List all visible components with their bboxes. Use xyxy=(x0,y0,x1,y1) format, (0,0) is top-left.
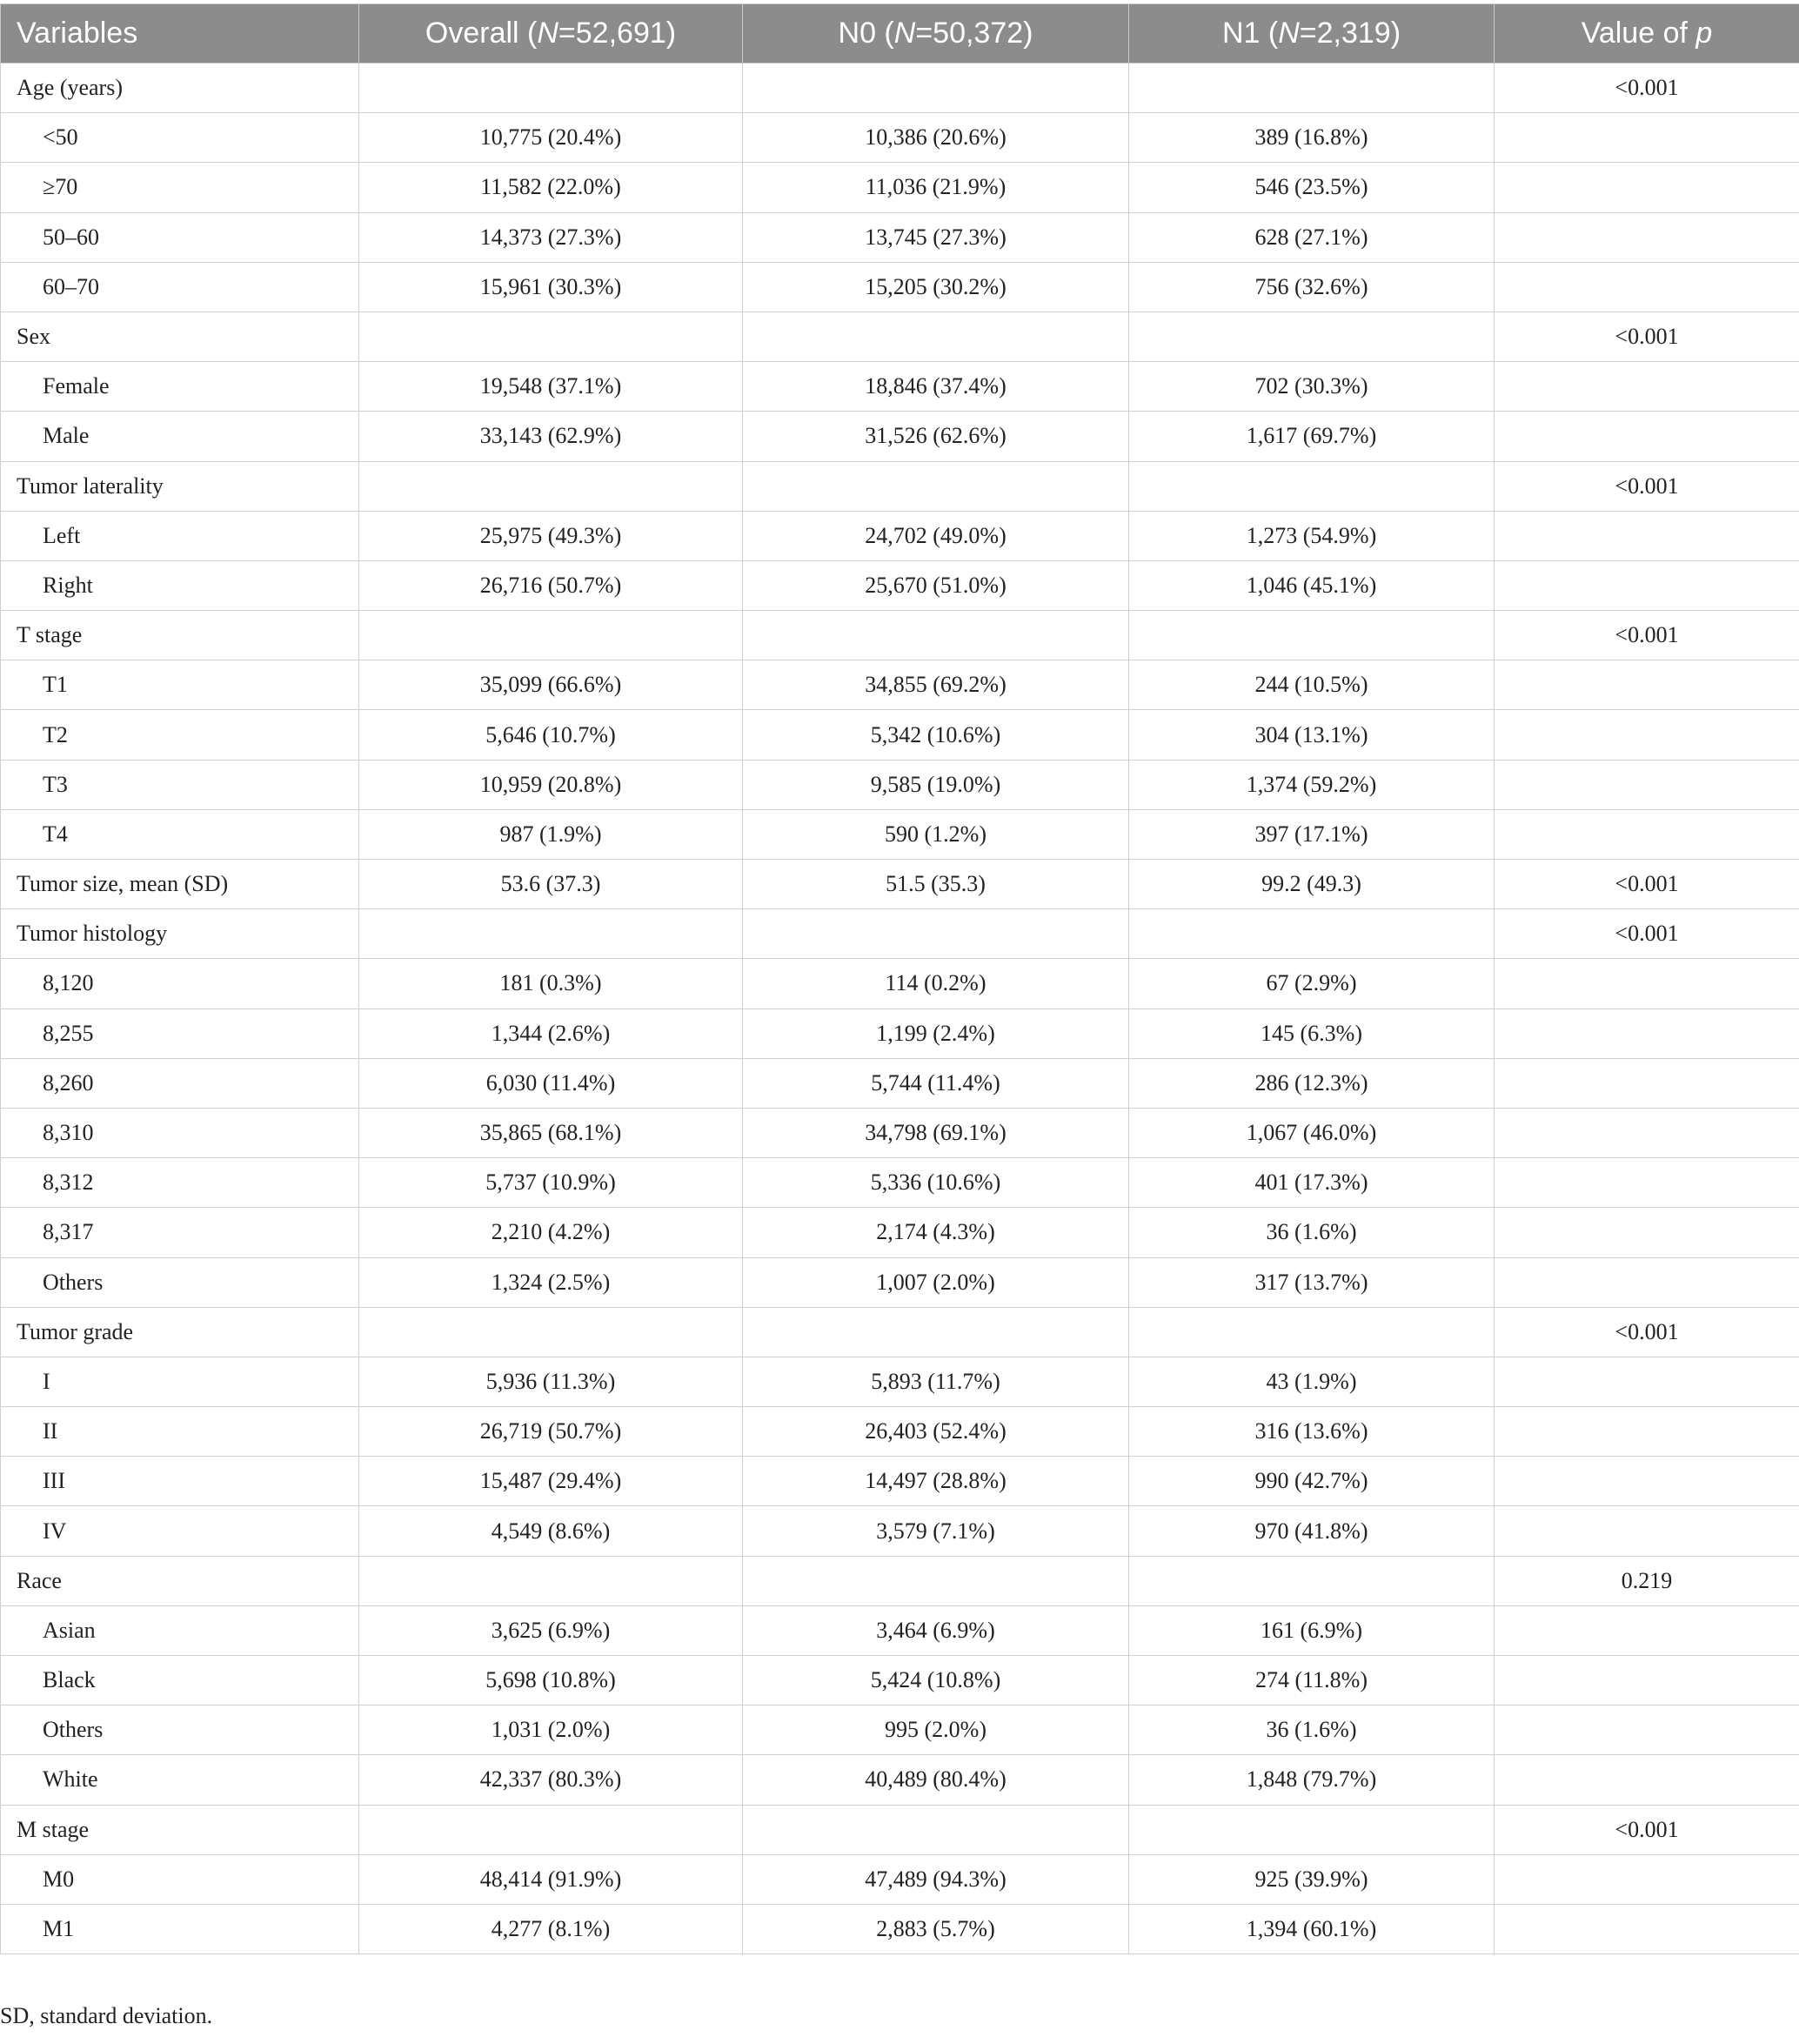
p-value-cell xyxy=(1495,809,1799,859)
header-p-value-pre: Value of xyxy=(1581,17,1696,50)
variable-cell: T stage xyxy=(1,611,359,660)
overall-cell: 987 (1.9%) xyxy=(359,809,743,859)
table-row xyxy=(1,511,1799,560)
table-footnote: SD, standard deviation. xyxy=(0,2003,213,2028)
n0-cell: 18,846 (37.4%) xyxy=(743,362,1129,412)
overall-cell xyxy=(359,611,743,660)
overall-cell: 1,344 (2.6%) xyxy=(359,1009,743,1058)
n1-cell xyxy=(1129,909,1495,959)
n1-cell: 702 (30.3%) xyxy=(1129,362,1495,412)
overall-cell: 5,936 (11.3%) xyxy=(359,1357,743,1406)
p-value-cell xyxy=(1495,710,1799,760)
n1-cell: 1,374 (59.2%) xyxy=(1129,760,1495,809)
n0-cell: 590 (1.2%) xyxy=(743,809,1129,859)
table-row xyxy=(1,362,1799,412)
n1-cell: 397 (17.1%) xyxy=(1129,809,1495,859)
n1-cell xyxy=(1129,1556,1495,1605)
variable-cell: Sex xyxy=(1,312,359,361)
n1-cell: 389 (16.8%) xyxy=(1129,113,1495,163)
n0-cell: 1,199 (2.4%) xyxy=(743,1009,1129,1058)
table-row xyxy=(1,1755,1799,1805)
variable-cell: Tumor grade xyxy=(1,1307,359,1357)
p-value-cell xyxy=(1495,362,1799,412)
p-value-cell xyxy=(1495,1656,1799,1706)
n1-cell: 756 (32.6%) xyxy=(1129,262,1495,312)
p-value-cell xyxy=(1495,113,1799,163)
n0-cell xyxy=(743,461,1129,511)
p-value-cell xyxy=(1495,212,1799,262)
n0-cell: 3,579 (7.1%) xyxy=(743,1506,1129,1556)
overall-cell: 1,031 (2.0%) xyxy=(359,1706,743,1755)
n1-cell xyxy=(1129,611,1495,660)
variable-cell: White xyxy=(1,1755,359,1805)
overall-cell xyxy=(359,1307,743,1357)
table-row xyxy=(1,860,1799,909)
p-value-cell xyxy=(1495,412,1799,461)
n1-cell: 1,067 (46.0%) xyxy=(1129,1108,1495,1157)
n1-cell: 286 (12.3%) xyxy=(1129,1058,1495,1108)
p-value-cell xyxy=(1495,1058,1799,1108)
overall-cell xyxy=(359,312,743,361)
overall-cell: 35,099 (66.6%) xyxy=(359,660,743,710)
n0-cell: 2,174 (4.3%) xyxy=(743,1208,1129,1257)
overall-cell: 19,548 (37.1%) xyxy=(359,362,743,412)
p-value-cell xyxy=(1495,163,1799,212)
n0-cell: 5,336 (10.6%) xyxy=(743,1158,1129,1208)
p-value-cell: <0.001 xyxy=(1495,611,1799,660)
n1-cell xyxy=(1129,64,1495,113)
n1-cell: 1,617 (69.7%) xyxy=(1129,412,1495,461)
overall-cell: 14,373 (27.3%) xyxy=(359,212,743,262)
n1-cell: 1,046 (45.1%) xyxy=(1129,560,1495,610)
n1-cell: 401 (17.3%) xyxy=(1129,1158,1495,1208)
variable-cell: Male xyxy=(1,412,359,461)
table-row xyxy=(1,1457,1799,1506)
table-group-row xyxy=(1,1556,1799,1605)
table-group-row xyxy=(1,312,1799,361)
n0-cell: 15,205 (30.2%) xyxy=(743,262,1129,312)
table-row xyxy=(1,1506,1799,1556)
overall-cell: 25,975 (49.3%) xyxy=(359,511,743,560)
n0-cell: 3,464 (6.9%) xyxy=(743,1605,1129,1655)
overall-cell xyxy=(359,461,743,511)
n1-cell: 244 (10.5%) xyxy=(1129,660,1495,710)
variable-cell: Tumor histology xyxy=(1,909,359,959)
header-n0-post: =50,372) xyxy=(915,17,1033,50)
n0-cell xyxy=(743,64,1129,113)
overall-cell: 2,210 (4.2%) xyxy=(359,1208,743,1257)
header-n1-pre: N1 ( xyxy=(1221,17,1279,50)
p-value-cell: <0.001 xyxy=(1495,860,1799,909)
table-row xyxy=(1,760,1799,809)
header-overall-pre: Overall ( xyxy=(425,17,538,50)
overall-cell: 42,337 (80.3%) xyxy=(359,1755,743,1805)
p-value-cell xyxy=(1495,560,1799,610)
overall-cell: 15,961 (30.3%) xyxy=(359,262,743,312)
p-value-cell xyxy=(1495,1407,1799,1457)
n0-cell: 11,036 (21.9%) xyxy=(743,163,1129,212)
table-row xyxy=(1,1407,1799,1457)
overall-cell: 5,698 (10.8%) xyxy=(359,1656,743,1706)
table-row xyxy=(1,262,1799,312)
variable-cell: IV xyxy=(1,1506,359,1556)
p-value-cell: 0.219 xyxy=(1495,1556,1799,1605)
table-row xyxy=(1,1904,1799,1954)
overall-cell: 6,030 (11.4%) xyxy=(359,1058,743,1108)
n1-cell: 304 (13.1%) xyxy=(1129,710,1495,760)
overall-cell: 26,719 (50.7%) xyxy=(359,1407,743,1457)
variable-cell: Left xyxy=(1,511,359,560)
overall-cell: 5,737 (10.9%) xyxy=(359,1158,743,1208)
p-value-cell xyxy=(1495,1506,1799,1556)
table-row xyxy=(1,412,1799,461)
n1-cell: 970 (41.8%) xyxy=(1129,1506,1495,1556)
table-group-row xyxy=(1,611,1799,660)
variable-cell: ≥70 xyxy=(1,163,359,212)
p-value-cell xyxy=(1495,1108,1799,1157)
overall-cell: 48,414 (91.9%) xyxy=(359,1854,743,1904)
table-row xyxy=(1,1058,1799,1108)
n1-cell: 1,848 (79.7%) xyxy=(1129,1755,1495,1805)
p-value-cell xyxy=(1495,760,1799,809)
n0-cell: 114 (0.2%) xyxy=(743,959,1129,1009)
variable-cell: I xyxy=(1,1357,359,1406)
variable-cell: III xyxy=(1,1457,359,1506)
overall-cell: 10,775 (20.4%) xyxy=(359,113,743,163)
table-row xyxy=(1,1208,1799,1257)
overall-cell: 181 (0.3%) xyxy=(359,959,743,1009)
variable-cell: 50–60 xyxy=(1,212,359,262)
n0-cell: 51.5 (35.3) xyxy=(743,860,1129,909)
n1-cell: 67 (2.9%) xyxy=(1129,959,1495,1009)
n1-cell: 274 (11.8%) xyxy=(1129,1656,1495,1706)
p-value-cell xyxy=(1495,660,1799,710)
p-value-cell xyxy=(1495,1457,1799,1506)
n0-cell xyxy=(743,909,1129,959)
n1-cell xyxy=(1129,1307,1495,1357)
n0-cell xyxy=(743,1307,1129,1357)
n1-cell: 161 (6.9%) xyxy=(1129,1605,1495,1655)
p-value-cell xyxy=(1495,1257,1799,1307)
overall-cell: 35,865 (68.1%) xyxy=(359,1108,743,1157)
variable-cell: Black xyxy=(1,1656,359,1706)
p-value-cell xyxy=(1495,1158,1799,1208)
variable-cell: 8,255 xyxy=(1,1009,359,1058)
n0-cell: 2,883 (5.7%) xyxy=(743,1904,1129,1954)
table-row xyxy=(1,1854,1799,1904)
variable-cell: Tumor laterality xyxy=(1,461,359,511)
header-overall-n: N xyxy=(537,17,558,50)
n0-cell: 5,342 (10.6%) xyxy=(743,710,1129,760)
table-group-row xyxy=(1,1805,1799,1854)
table-row xyxy=(1,113,1799,163)
n0-cell: 5,893 (11.7%) xyxy=(743,1357,1129,1406)
overall-cell xyxy=(359,1556,743,1605)
variable-cell: Female xyxy=(1,362,359,412)
p-value-cell xyxy=(1495,1755,1799,1805)
n1-cell: 316 (13.6%) xyxy=(1129,1407,1495,1457)
variable-cell: T4 xyxy=(1,809,359,859)
overall-cell: 26,716 (50.7%) xyxy=(359,560,743,610)
variable-cell: Others xyxy=(1,1706,359,1755)
p-value-cell xyxy=(1495,262,1799,312)
table-row xyxy=(1,1656,1799,1706)
header-n1 xyxy=(1129,4,1495,64)
p-value-cell xyxy=(1495,959,1799,1009)
n0-cell: 13,745 (27.3%) xyxy=(743,212,1129,262)
overall-cell xyxy=(359,1805,743,1854)
n0-cell xyxy=(743,1805,1129,1854)
table-row xyxy=(1,1257,1799,1307)
overall-cell: 15,487 (29.4%) xyxy=(359,1457,743,1506)
n1-cell xyxy=(1129,312,1495,361)
header-overall xyxy=(359,4,743,64)
n1-cell xyxy=(1129,1805,1495,1854)
n1-cell: 1,394 (60.1%) xyxy=(1129,1904,1495,1954)
header-n0-pre: N0 ( xyxy=(838,17,894,50)
n0-cell: 25,670 (51.0%) xyxy=(743,560,1129,610)
header-n0 xyxy=(743,4,1129,64)
table-row xyxy=(1,1108,1799,1157)
table-group-row xyxy=(1,909,1799,959)
n0-cell: 1,007 (2.0%) xyxy=(743,1257,1129,1307)
n0-cell: 47,489 (94.3%) xyxy=(743,1854,1129,1904)
p-value-cell: <0.001 xyxy=(1495,909,1799,959)
n0-cell xyxy=(743,312,1129,361)
table-body xyxy=(1,64,1799,1954)
table-row xyxy=(1,959,1799,1009)
n1-cell: 546 (23.5%) xyxy=(1129,163,1495,212)
n1-cell: 925 (39.9%) xyxy=(1129,1854,1495,1904)
n1-cell xyxy=(1129,461,1495,511)
n0-cell: 34,798 (69.1%) xyxy=(743,1108,1129,1157)
n0-cell: 14,497 (28.8%) xyxy=(743,1457,1129,1506)
variable-cell: Right xyxy=(1,560,359,610)
table-row xyxy=(1,809,1799,859)
variable-cell: 8,260 xyxy=(1,1058,359,1108)
variable-cell: Tumor size, mean (SD) xyxy=(1,860,359,909)
table-row xyxy=(1,1706,1799,1755)
variable-cell: M1 xyxy=(1,1904,359,1954)
header-n0-n: N xyxy=(893,17,916,50)
table-row xyxy=(1,1357,1799,1406)
p-value-cell xyxy=(1495,1605,1799,1655)
variable-cell: Others xyxy=(1,1257,359,1307)
variable-cell: M0 xyxy=(1,1854,359,1904)
n0-cell: 34,855 (69.2%) xyxy=(743,660,1129,710)
overall-cell: 5,646 (10.7%) xyxy=(359,710,743,760)
table-row xyxy=(1,710,1799,760)
table-row xyxy=(1,660,1799,710)
overall-cell xyxy=(359,909,743,959)
overall-cell: 10,959 (20.8%) xyxy=(359,760,743,809)
n1-cell: 36 (1.6%) xyxy=(1129,1706,1495,1755)
header-n1-post: =2,319) xyxy=(1299,17,1401,50)
characteristics-table xyxy=(0,3,1799,1954)
table-group-row xyxy=(1,1307,1799,1357)
n1-cell: 1,273 (54.9%) xyxy=(1129,511,1495,560)
p-value-cell xyxy=(1495,1009,1799,1058)
variable-cell: Race xyxy=(1,1556,359,1605)
n1-cell: 628 (27.1%) xyxy=(1129,212,1495,262)
n1-cell: 317 (13.7%) xyxy=(1129,1257,1495,1307)
variable-cell: Age (years) xyxy=(1,64,359,113)
n0-cell: 24,702 (49.0%) xyxy=(743,511,1129,560)
p-value-cell xyxy=(1495,1706,1799,1755)
n0-cell: 31,526 (62.6%) xyxy=(743,412,1129,461)
overall-cell: 53.6 (37.3) xyxy=(359,860,743,909)
overall-cell: 3,625 (6.9%) xyxy=(359,1605,743,1655)
n1-cell: 145 (6.3%) xyxy=(1129,1009,1495,1058)
variable-cell: M stage xyxy=(1,1805,359,1854)
variable-cell: <50 xyxy=(1,113,359,163)
n0-cell: 26,403 (52.4%) xyxy=(743,1407,1129,1457)
n1-cell: 36 (1.6%) xyxy=(1129,1208,1495,1257)
header-variables xyxy=(1,4,359,64)
overall-cell xyxy=(359,64,743,113)
p-value-cell xyxy=(1495,1357,1799,1406)
n0-cell xyxy=(743,611,1129,660)
characteristics-table-container xyxy=(0,3,1799,1954)
p-value-cell: <0.001 xyxy=(1495,1805,1799,1854)
variable-cell: II xyxy=(1,1407,359,1457)
variable-cell: 8,120 xyxy=(1,959,359,1009)
n0-cell: 5,744 (11.4%) xyxy=(743,1058,1129,1108)
p-value-cell xyxy=(1495,1854,1799,1904)
table-row xyxy=(1,1605,1799,1655)
n0-cell: 9,585 (19.0%) xyxy=(743,760,1129,809)
table-row xyxy=(1,560,1799,610)
p-value-cell xyxy=(1495,1904,1799,1954)
overall-cell: 33,143 (62.9%) xyxy=(359,412,743,461)
variable-cell: 8,310 xyxy=(1,1108,359,1157)
table-group-row xyxy=(1,64,1799,113)
header-row xyxy=(1,4,1799,64)
variable-cell: T1 xyxy=(1,660,359,710)
n1-cell: 43 (1.9%) xyxy=(1129,1357,1495,1406)
header-p-value-p: p xyxy=(1695,17,1713,50)
overall-cell: 4,277 (8.1%) xyxy=(359,1904,743,1954)
n1-cell: 99.2 (49.3) xyxy=(1129,860,1495,909)
n0-cell: 5,424 (10.8%) xyxy=(743,1656,1129,1706)
p-value-cell: <0.001 xyxy=(1495,1307,1799,1357)
table-row xyxy=(1,212,1799,262)
table-row xyxy=(1,1009,1799,1058)
overall-cell: 4,549 (8.6%) xyxy=(359,1506,743,1556)
table-row xyxy=(1,163,1799,212)
n1-cell: 990 (42.7%) xyxy=(1129,1457,1495,1506)
n0-cell: 40,489 (80.4%) xyxy=(743,1755,1129,1805)
header-variables-label: Variables xyxy=(17,17,138,50)
table-row xyxy=(1,1158,1799,1208)
table-group-row xyxy=(1,461,1799,511)
n0-cell: 10,386 (20.6%) xyxy=(743,113,1129,163)
variable-cell: 8,312 xyxy=(1,1158,359,1208)
header-p-value xyxy=(1495,4,1799,64)
p-value-cell: <0.001 xyxy=(1495,64,1799,113)
overall-cell: 1,324 (2.5%) xyxy=(359,1257,743,1307)
p-value-cell: <0.001 xyxy=(1495,312,1799,361)
p-value-cell xyxy=(1495,1208,1799,1257)
p-value-cell xyxy=(1495,511,1799,560)
variable-cell: T2 xyxy=(1,710,359,760)
p-value-cell: <0.001 xyxy=(1495,461,1799,511)
table-header xyxy=(1,4,1799,64)
n0-cell xyxy=(743,1556,1129,1605)
variable-cell: 60–70 xyxy=(1,262,359,312)
n0-cell: 995 (2.0%) xyxy=(743,1706,1129,1755)
variable-cell: 8,317 xyxy=(1,1208,359,1257)
variable-cell: T3 xyxy=(1,760,359,809)
header-n1-n: N xyxy=(1278,17,1300,50)
variable-cell: Asian xyxy=(1,1605,359,1655)
overall-cell: 11,582 (22.0%) xyxy=(359,163,743,212)
header-overall-post: =52,691) xyxy=(558,17,677,50)
